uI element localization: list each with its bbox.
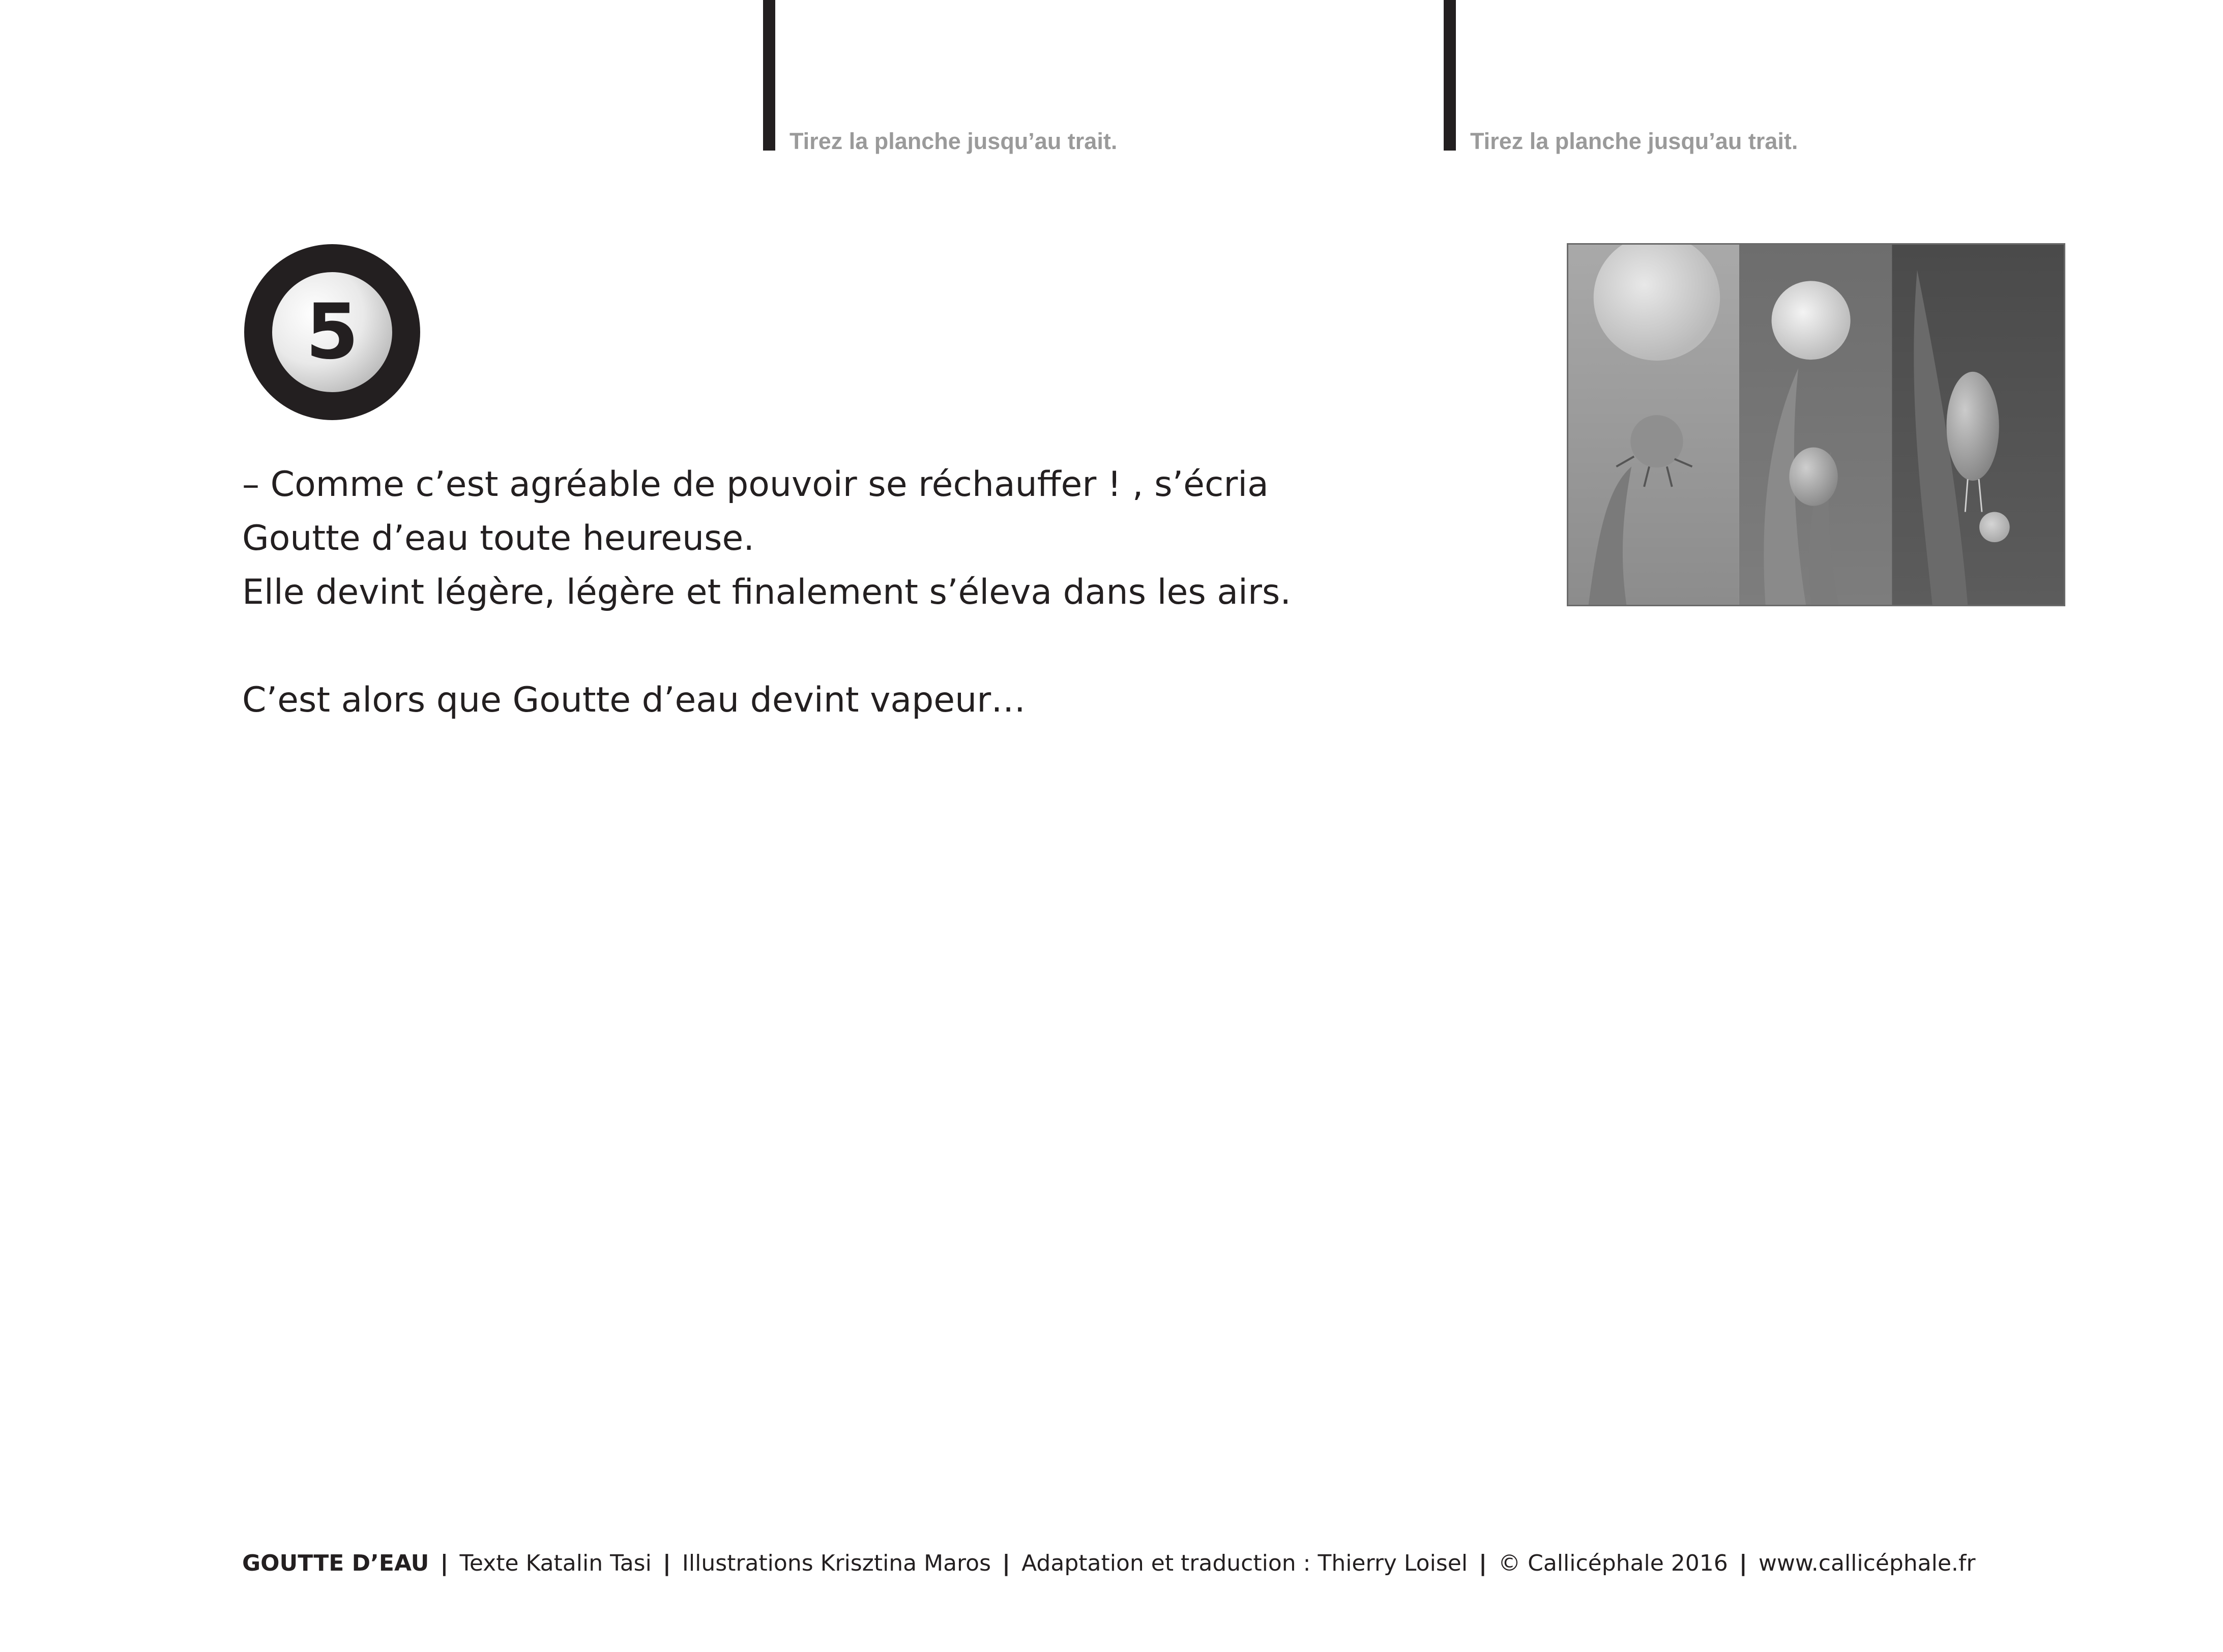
footer-author: Texte Katalin Tasi bbox=[459, 1550, 652, 1576]
footer-separator: | bbox=[1739, 1550, 1747, 1576]
story-line: Elle devint légère, légère et finalement s’éleva dans les airs. bbox=[242, 572, 1291, 612]
footer-separator: | bbox=[1002, 1550, 1011, 1576]
story-text bbox=[242, 458, 1514, 727]
footer-copyright: © Callicéphale 2016 bbox=[1498, 1550, 1728, 1576]
page-footer bbox=[242, 1550, 1976, 1576]
page-number: 5 bbox=[305, 288, 359, 376]
cut-mark-right bbox=[1444, 0, 1456, 151]
cut-mark-left bbox=[763, 0, 775, 151]
footer-separator: | bbox=[440, 1550, 449, 1576]
cut-instruction-right: Tirez la planche jusqu’au trait. bbox=[1470, 128, 1798, 154]
illustration-drawing bbox=[1568, 245, 2064, 605]
story-line: C’est alors que Goutte d’eau devint vapeur… bbox=[242, 680, 1026, 720]
paragraph-gap bbox=[242, 620, 1514, 673]
story-line: – Comme c’est agréable de pouvoir se réchauffer ! , s’écria bbox=[242, 464, 1269, 505]
footer-illustrator: Illustrations Krisztina Maros bbox=[682, 1550, 991, 1576]
cut-instruction-left: Tirez la planche jusqu’au trait. bbox=[789, 128, 1118, 154]
book-title: GOUTTE D’EAU bbox=[242, 1550, 429, 1576]
story-line: Goutte d’eau toute heureuse. bbox=[242, 518, 754, 558]
page-number-disc bbox=[272, 272, 392, 392]
page-number-badge bbox=[244, 244, 420, 420]
story-illustration bbox=[1567, 243, 2065, 606]
footer-separator: | bbox=[1479, 1550, 1487, 1576]
footer-separator: | bbox=[662, 1550, 671, 1576]
footer-adaptation: Adaptation et traduction : Thierry Loisel bbox=[1021, 1550, 1468, 1576]
footer-website: www.callicéphale.fr bbox=[1758, 1550, 1976, 1576]
